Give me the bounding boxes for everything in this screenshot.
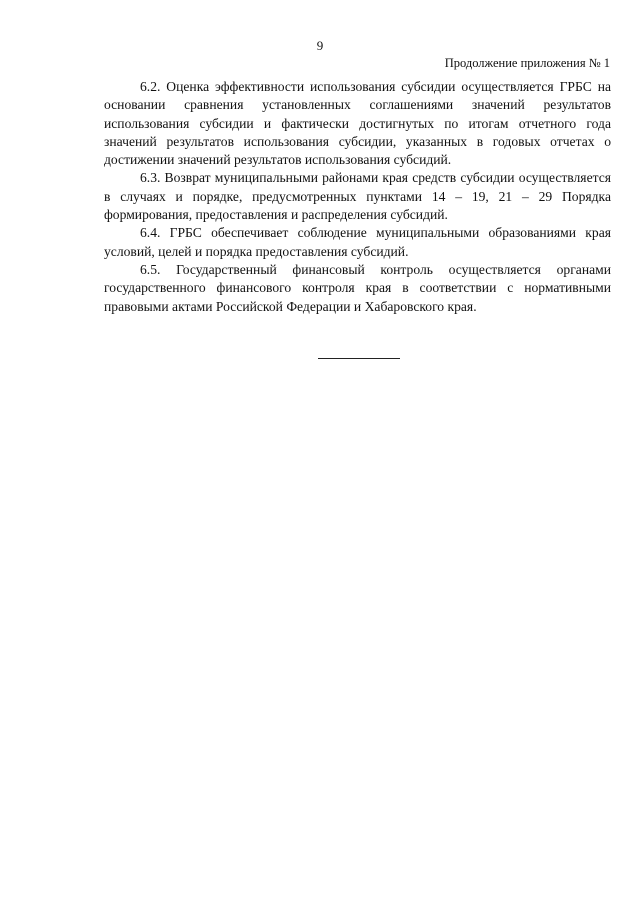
document-body bbox=[104, 78, 611, 316]
page-number: 9 bbox=[316, 38, 324, 53]
paragraph-6-5: 6.5. Государственный финансовый контроль осуществляется органами государственного финансового контроля края в соответствии с нормативными правовыми актами Российской Федерации и Хабаровского края. bbox=[104, 261, 611, 314]
appendix-continuation-header: Продолжение приложения № 1 bbox=[444, 56, 610, 70]
end-of-document-divider bbox=[318, 358, 400, 359]
paragraph-6-3: 6.3. Возврат муниципальными районами края средств субсидии осуществляется в случаях и порядке, предусмотренных пунктами 14 – 19, 21 – 29 Порядка формирования, предоставления и распределения субсидий. bbox=[104, 170, 611, 223]
paragraph-6-2: 6.2. Оценка эффективности использования субсидии осуществляется ГРБС на основании сравнения установленных соглашениями значений результатов использования субсидии и фактически достигнутых по итогам отчетного года значений результатов использования субсидии, указанных в годовых отчетах о достижении значений результатов использования субсидий. bbox=[104, 79, 611, 168]
paragraph-6-4: 6.4. ГРБС обеспечивает соблюдение муниципальными образованиями края условий, целей и порядка предоставления субсидий. bbox=[104, 225, 611, 259]
